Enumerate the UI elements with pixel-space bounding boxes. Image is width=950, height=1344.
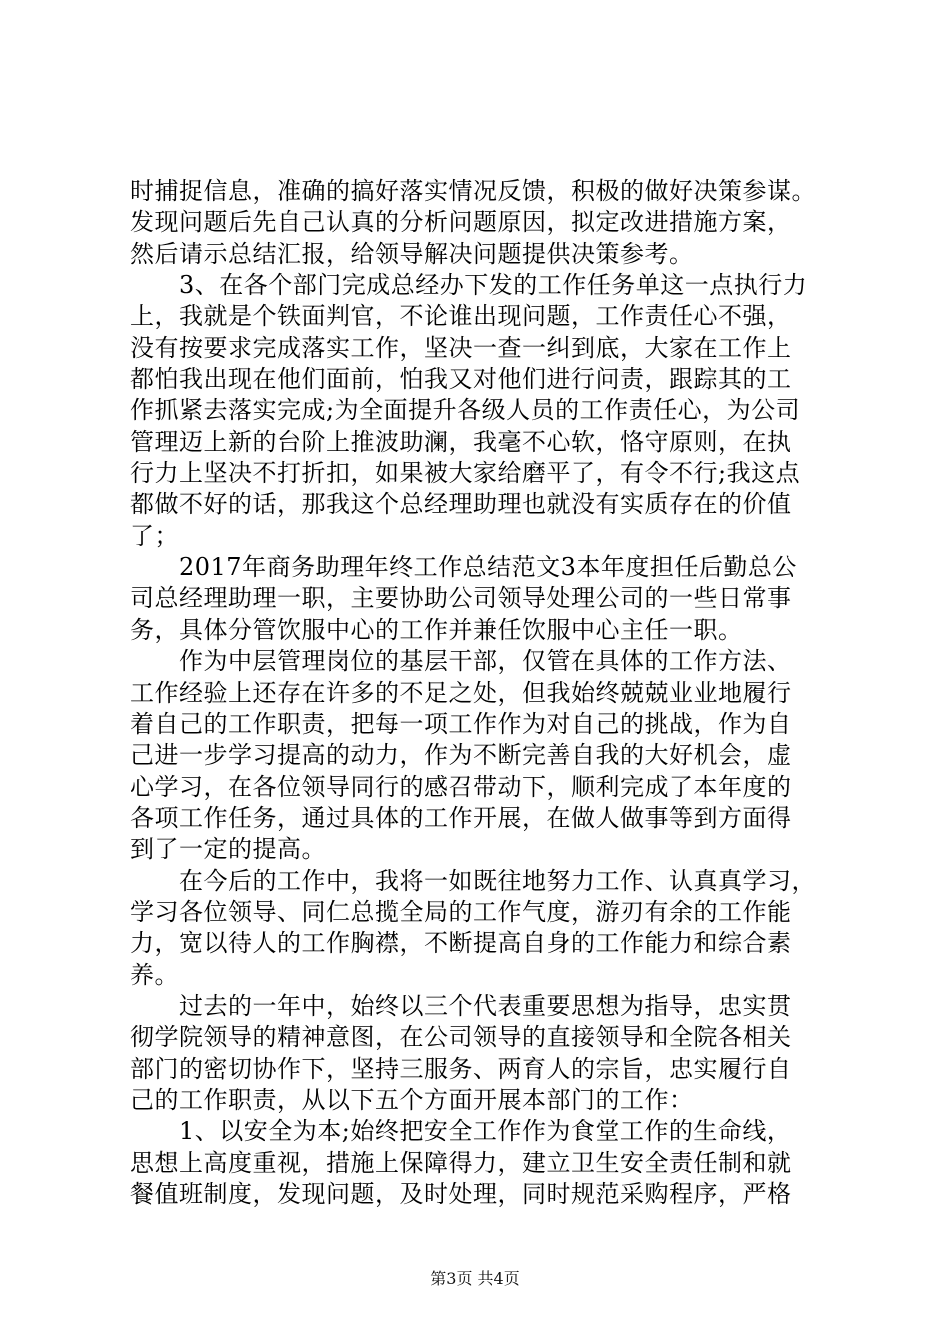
text-line: 力，宽以待人的工作胸襟，不断提高自身的工作能力和综合素 [130,929,792,958]
text-line: 发现问题后先自己认真的分析问题原因，拟定改进措施方案， [130,208,792,237]
text-line: 在今后的工作中，我将一如既往地努力工作、认真真学习， [130,866,816,895]
text-line: 心学习，在各位领导同行的感召带动下，顺利完成了本年度的 [130,772,792,801]
text-line: 管理迈上新的台阶上推波助澜，我毫不心软，恪守原则，在执 [130,427,792,456]
text-line: 彻学院领导的精神意图，在公司领导的直接领导和全院各相关 [130,1023,792,1052]
text-line: 都怕我出现在他们面前，怕我又对他们进行问责，跟踪其的工 [130,365,792,394]
text-line: 餐值班制度，发现问题，及时处理，同时规范采购程序，严格 [130,1180,792,1208]
text-line: 到了一定的提高。 [130,835,326,864]
text-line: 部门的密切协作下，坚持三服务、两育人的宗旨，忠实履行自 [130,1054,792,1083]
text-line: 己进一步学习提高的动力，作为不断完善自我的大好机会，虚 [130,741,792,770]
text-line: 思想上高度重视，措施上保障得力，建立卫生安全责任制和就 [130,1148,792,1177]
text-line: 着自己的工作职责，把每一项工作作为对自己的挑战，作为自 [130,709,792,738]
text-line: 养。 [130,960,179,989]
page-number-footer: 第3页 共4页 [430,1269,520,1288]
text-line: 务，具体分管饮服中心的工作并兼任饮服中心主任一职。 [130,615,743,644]
text-line: 时捕捉信息，准确的搞好落实情况反馈，积极的做好决策参谋。 [130,177,816,205]
text-line: 2017年商务助理年终工作总结范文3本年度担任后勤总公 [130,553,797,582]
document-body [130,176,830,1210]
text-line: 己的工作职责，从以下五个方面开展本部门的工作： [130,1085,694,1114]
text-line: 了； [130,521,179,550]
text-line: 各项工作任务，通过具体的工作开展，在做人做事等到方面得 [130,803,792,832]
text-line: 学习各位领导、同仁总揽全局的工作气度，游刃有余的工作能 [130,897,792,926]
text-line: 行力上坚决不打折扣，如果被大家给磨平了，有令不行;我这点 [130,459,801,488]
text-line: 然后请示总结汇报，给领导解决问题提供决策参考。 [130,239,694,268]
text-line: 作为中层管理岗位的基层干部，仅管在具体的工作方法、 [130,647,792,676]
text-line: 3、在各个部门完成总经办下发的工作任务单这一点执行力 [130,271,808,300]
text-line: 没有按要求完成落实工作，坚决一查一纠到底，大家在工作上 [130,333,792,362]
text-line: 上，我就是个铁面判官，不论谁出现问题，工作责任心不强， [130,302,792,331]
text-line: 都做不好的话，那我这个总经理助理也就没有实质存在的价值 [130,490,792,519]
text-line: 司总经理助理一职，主要协助公司领导处理公司的一些日常事 [130,584,792,613]
text-line: 1、以安全为本;始终把安全工作作为食堂工作的生命线， [130,1117,792,1146]
text-line: 过去的一年中，始终以三个代表重要思想为指导，忠实贯 [130,991,792,1020]
text-line: 作抓紧去落实完成;为全面提升各级人员的工作责任心，为公司 [130,396,801,425]
text-line: 工作经验上还存在许多的不足之处，但我始终兢兢业业地履行 [130,678,792,707]
